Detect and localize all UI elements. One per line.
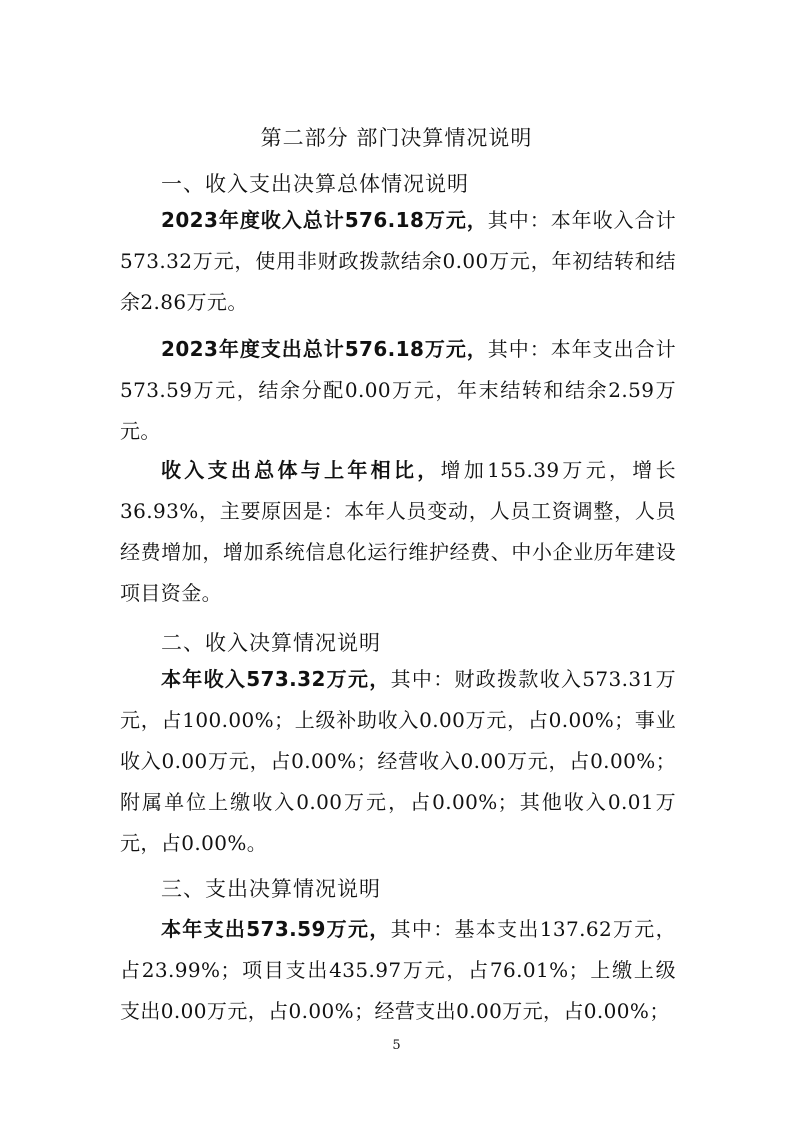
section1-paragraph-comparison xyxy=(120,450,676,614)
expense-total-text: 其中：本年支出合计573.59万元，结余分配0.00万元，年末结转和结余2.59万元。 xyxy=(120,337,676,443)
comparison-lead: 收入支出总体与上年相比， xyxy=(161,458,441,482)
section1-heading: 一、收入支出决算总体情况说明 xyxy=(161,172,469,196)
income-lead: 本年收入573.32万元， xyxy=(161,667,391,691)
income-total-lead: 2023年度收入总计576.18万元， xyxy=(161,208,488,232)
income-total-text: 其中：本年收入合计573.32万元，使用非财政拨款结余0.00万元，年初结转和结余2.86万元。 xyxy=(120,208,676,314)
section2-paragraph-income xyxy=(120,659,676,864)
expense-total-lead: 2023年度支出总计576.18万元， xyxy=(161,337,488,361)
comparison-text: 增加155.39万元，增长36.93%，主要原因是：本年人员变动，人员工资调整，人员经费增加，增加系统信息化运行维护经费、中小企业历年建设项目资金。 xyxy=(120,458,676,605)
section1-paragraph-income-total xyxy=(120,200,676,323)
income-text: 其中：财政拨款收入573.31万元，占100.00%；上级补助收入0.00万元，占0.00%；事业收入0.00万元，占0.00%；经营收入0.00万元，占0.00%；附属单位上缴收入0.00万元，占0.00%；其他收入0.01万元，占0.00%。 xyxy=(120,667,676,855)
page-number: 5 xyxy=(392,1038,401,1053)
expense-text: 其中：基本支出137.62万元，占23.99%；项目支出435.97万元，占76.01%；上缴上级支出0.00万元，占0.00%；经营支出0.00万元，占0.00%； xyxy=(120,917,676,1023)
section3-paragraph-expense xyxy=(120,909,676,1032)
page-title: 第二部分 部门决算情况说明 xyxy=(260,126,533,150)
section3-heading: 三、支出决算情况说明 xyxy=(161,877,381,901)
expense-lead: 本年支出573.59万元， xyxy=(161,917,391,941)
section2-heading: 二、收入决算情况说明 xyxy=(161,631,381,655)
section1-paragraph-expense-total xyxy=(120,329,676,452)
